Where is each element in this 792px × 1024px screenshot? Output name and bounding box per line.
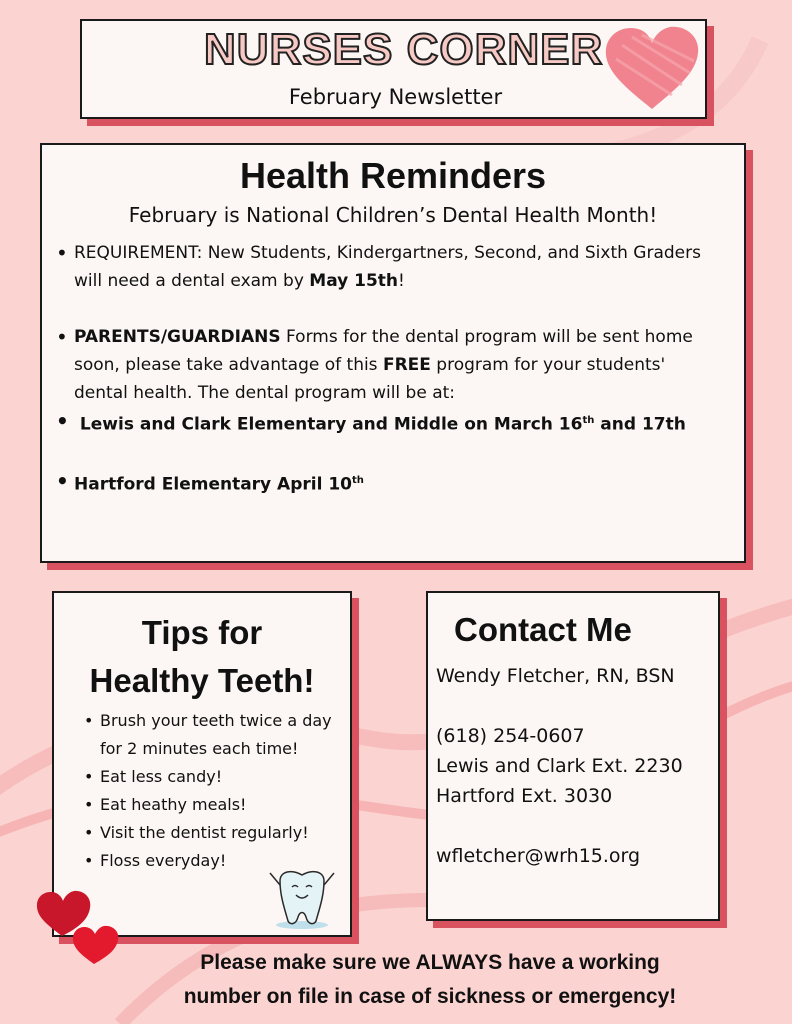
requirement-date: May 15th <box>309 271 399 291</box>
pink-heart-icon <box>602 25 702 111</box>
requirement-text: REQUIREMENT: New Students, Kindergartners, Second, and Sixth Graders will need a dental exam by <box>74 243 701 291</box>
free-label: FREE <box>382 355 431 375</box>
contact-name: Wendy Fletcher, RN, BSN <box>436 665 675 687</box>
tips-title-line1: Tips for <box>141 614 263 651</box>
smiling-tooth-icon <box>262 867 342 931</box>
contact-title: Contact Me <box>454 611 632 648</box>
tips-title <box>54 609 350 705</box>
tips-list <box>82 707 350 875</box>
health-reminders-title: Health Reminders <box>239 155 547 196</box>
site1-text: Lewis and Clark Elementary and Middle on March 16 <box>79 414 583 435</box>
contact-email[interactable]: wfletcher@wrh15.org <box>436 845 641 867</box>
parents-text-end: program for your students' dental health. The dental program will be at: <box>74 355 666 403</box>
parents-label: PARENTS/GUARDIANS <box>74 327 281 347</box>
list-item: • Visit the dentist regularly! <box>100 819 350 847</box>
list-item: • Eat heathy meals! <box>100 791 350 819</box>
dental-month-lead: February is National Children’s Dental Health Month! <box>128 203 658 227</box>
list-item-parents <box>74 323 724 407</box>
site1-end: and 17th <box>594 414 686 435</box>
newsletter-header <box>80 19 707 119</box>
parents-text: Forms for the dental program will be sent home soon, please take advantage of this <box>74 327 693 375</box>
footer-notice <box>130 946 730 1014</box>
newsletter-subtitle: February Newsletter <box>288 85 503 109</box>
contact-ext-lewis-clark: Lewis and Clark Ext. 2230 <box>436 755 683 777</box>
red-hearts-icon <box>34 884 126 968</box>
contact-card <box>426 591 720 921</box>
requirement-end: ! <box>398 271 405 291</box>
site2-text: Hartford Elementary April 10 <box>74 474 352 495</box>
contact-phone[interactable]: (618) 254-0607 <box>436 725 585 747</box>
list-item: • Eat less candy! <box>100 763 350 791</box>
health-reminders-list <box>56 239 724 498</box>
tips-title-line2: Healthy Teeth! <box>89 662 315 699</box>
list-item: • Brush your teeth twice a day for 2 minutes each time! <box>100 707 350 763</box>
list-item-site-lewis-clark <box>74 407 724 439</box>
site1-sup: th <box>582 415 595 426</box>
contact-ext-hartford: Hartford Ext. 3030 <box>436 785 613 807</box>
newsletter-title: NURSES CORNER <box>204 25 604 74</box>
health-reminders-card <box>40 143 746 563</box>
site2-sup: th <box>352 474 364 486</box>
footer-line2: number on file in case of sickness or emergency! <box>183 985 677 1008</box>
footer-line1: Please make sure we ALWAYS have a working <box>200 951 660 974</box>
list-item-site-hartford <box>74 467 724 499</box>
list-item: • Floss everyday! <box>100 847 350 875</box>
list-item-requirement <box>74 239 724 295</box>
